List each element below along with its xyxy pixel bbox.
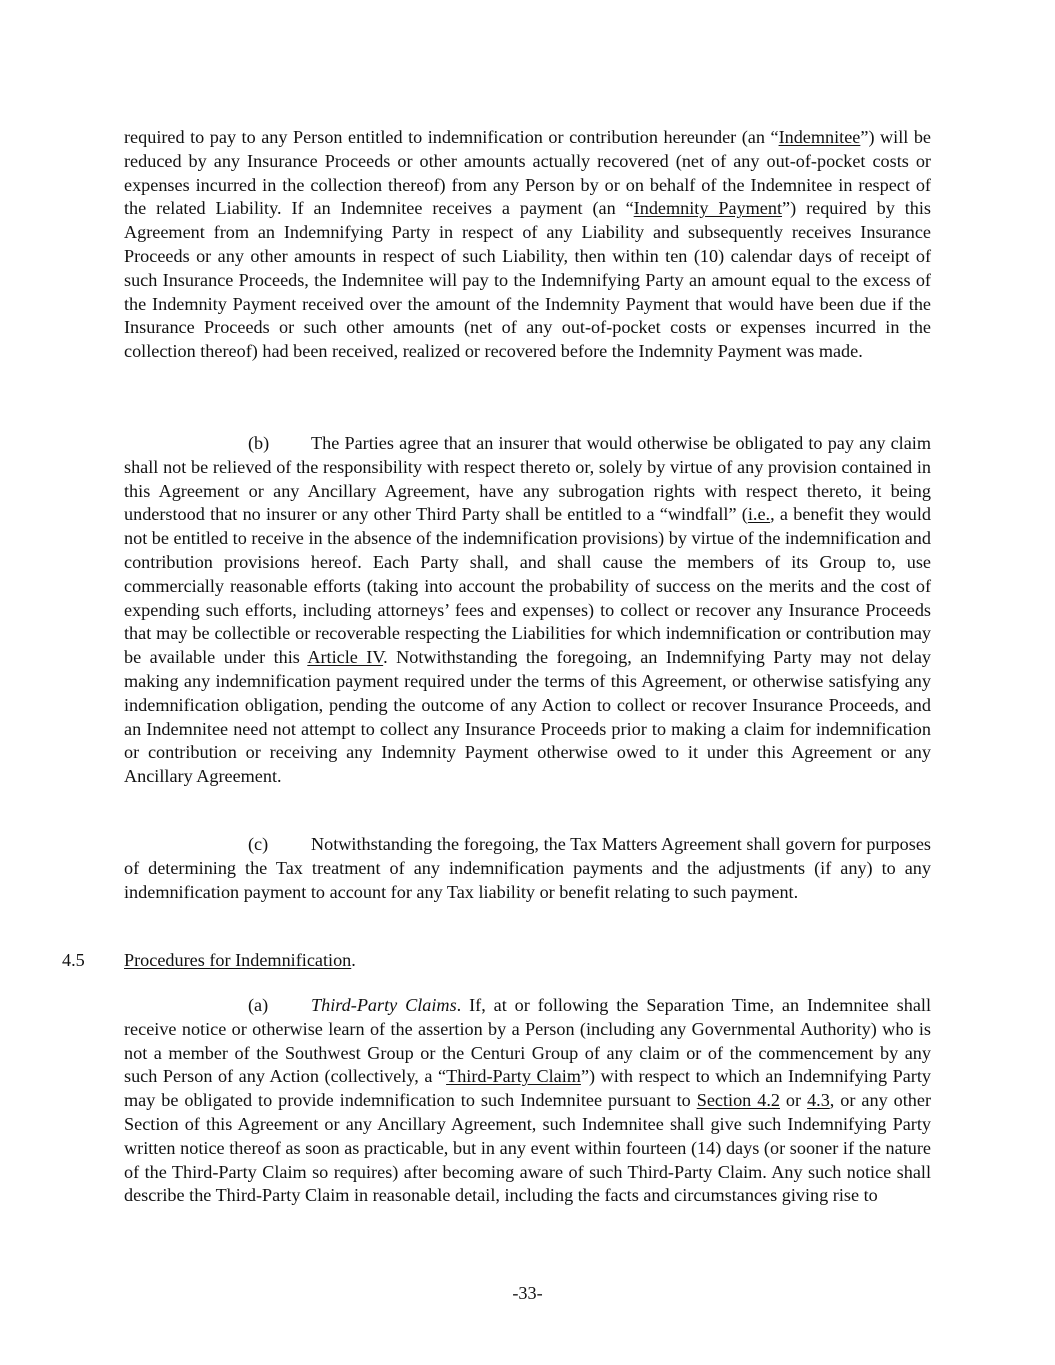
ref-section-4-3: 4.3 — [807, 1090, 830, 1111]
defined-term-third-party-claim: Third-Party Claim — [446, 1066, 581, 1087]
para-a — [124, 994, 931, 1208]
para-b-label: (b) — [248, 433, 270, 453]
para-a-text — [124, 994, 931, 1208]
para-a-label: (a) — [248, 995, 269, 1015]
text-run: , or any other Section of this Agreement or any Ancillary Agreement, such Indemnitee shall give such Indemnifying Party written notice thereof as soon as practicable, but in any event within fourteen (14) days (or sooner if the nature of the Third-Party Claim so requires) after becoming aware of such Third-Party Claim. Any such notice shall describe the Third-Party Claim in reasonable detail, including the facts and circumstances giving rise to — [124, 1090, 932, 1206]
defined-term-indemnitee: Indemnitee — [778, 127, 861, 147]
section-4-5-heading — [62, 949, 931, 973]
page-number: -33- — [512, 1283, 543, 1303]
heading-line — [62, 949, 931, 973]
text-run: Notwithstanding the foregoing, the Tax Matters Agreement shall govern for purposes of determining the Tax treatment of any indemnification payments and the adjustments (if any) to any indemnification payment to account for any Tax liability or benefit relating to such payment. — [124, 834, 931, 902]
text-run: ”) will be reduced by any Insurance Proceeds or other amounts actually recovered (net of any out-of-pocket costs or expenses incurred in the collection thereof) from any Person by or on behalf of the Indemnitee in respect of the related Liability. If an Indemnitee receives a payment (an “ — [124, 127, 931, 219]
term-ie: i.e. — [747, 504, 771, 525]
text-run: . Notwithstanding the foregoing, an Indemnifying Party may not delay making any indemnification payment required under the terms of this Agreement, or otherwise satisfying any indemnification obligation, pending the outcome of any Action to collect or recover Insurance Proceeds, and an Indemnitee need not attempt to collect any Insurance Proceeds prior to making a claim for indemnification or contribution or receiving any Indemnity Payment otherwise owed to it under this Agreement or any Ancillary Agreement. — [124, 647, 931, 787]
text-run: , a benefit they would not be entitled to receive in the absence of the indemnification provisions) by virtue of the indemnification and contribution provisions hereof. Each Party shall, and shall cause the members of its Group to, use commercially reasonable efforts (taking into account the probability of success on the merits and the cost of expending such efforts, including attorneys’ fees and expenses) to collect or recover any Insurance Proceeds that may be collectible or recoverable respecting the Liabilities for which indemnification or contribution may be available under this — [124, 504, 931, 668]
para-b-text — [124, 432, 931, 789]
para-a-heading: Third-Party Claims — [311, 995, 457, 1015]
para-b — [124, 432, 931, 789]
text-run: The Parties agree that an insurer that would otherwise be obligated to pay any claim shall not be relieved of the responsibility with respect thereto or, solely by virtue of any provision contained in this Agreement or any Ancillary Agreement, have any subrogation rights with respect thereto, it being understood that no insurer or any other Third Party shall be entitled to a “windfall” ( — [124, 433, 931, 525]
section-number: 4.5 — [62, 950, 85, 970]
text-run: ”) required by this Agreement from an Indemnifying Party in respect of any Liability and subsequently receives Insurance Proceeds or any other amounts in respect of such Liability, then within ten (10) calendar days of receipt of such Insurance Proceeds, the Indemnitee will pay to the Indemnifying Party an amount equal to the excess of the Indemnity Payment received over the amount of the Indemnity Payment that would have been due if the Insurance Proceeds or such other amounts (net of any out-of-pocket costs or expenses incurred in the collection thereof) had been received, realized or recovered before the Indemnity Payment was made. — [124, 198, 931, 362]
text-run: ”) with respect to which an Indemnifying Party may be obligated to provide indemnification to such Indemnitee pursuant to — [124, 1066, 931, 1111]
ref-article-iv: Article IV — [307, 647, 384, 668]
text-run: . If, at or following the Separation Time, an Indemnitee shall receive notice or otherwise learn of the assertion by a Person (including any Governmental Authority) who is not a member of the Southwest Group or the Centuri Group of any claim or of the commencement by any such Person of any Action (collectively, a “ — [124, 995, 931, 1087]
section-title: Procedures for Indemnification — [124, 950, 352, 970]
para-c-label: (c) — [248, 834, 269, 854]
section-title-period: . — [351, 950, 356, 970]
para-intro — [124, 126, 931, 364]
text-run: or — [779, 1090, 808, 1111]
text-run: required to pay to any Person entitled to indemnification or contribution hereunder (an “ — [124, 127, 779, 147]
para-c-text — [124, 833, 931, 904]
para-c — [124, 833, 931, 904]
ref-section-4-2: Section 4.2 — [696, 1090, 780, 1111]
para-intro-text — [124, 126, 931, 364]
defined-term-indemnity-payment: Indemnity Payment — [633, 198, 783, 219]
